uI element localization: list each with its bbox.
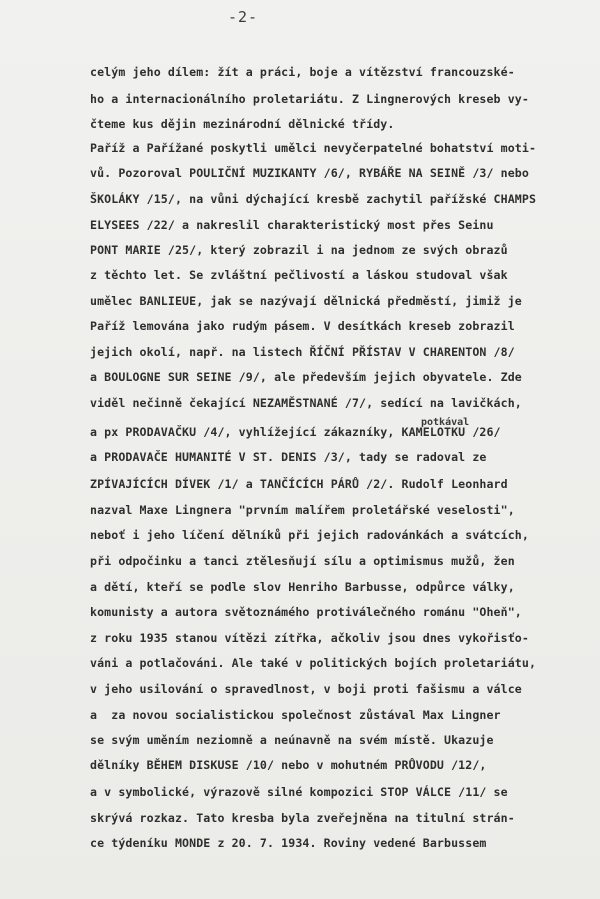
text-line: z těchto let. Se zvláštní pečlivostí a láskou studoval však [90, 268, 508, 282]
text-line: ŠKOLÁKY /15/, na vůni dýchající kresbě zachytil pařížské CHAMPS [90, 192, 537, 206]
text-line: neboť i jeho líčení dělníků při jejich radovánkách a svátcích, [90, 528, 529, 542]
text-line: ho a internacionálního proletariátu. Z Lingnerových kreseb vy- [90, 92, 529, 106]
text-line: z roku 1935 stanou vítězi zítřka, ačkoliv jsou dnes vykořisťo- [90, 631, 529, 645]
text-line: se svým uměním neziomně a neúnavně na svém místě. Ukazuje [90, 733, 494, 747]
text-line: ELYSEES /22/ a nakreslil charakteristický most přes Seinu [90, 218, 494, 232]
page-number: -2- [228, 8, 259, 26]
text-line: viděl nečinně čekající NEZAMĚSTNANÉ /7/, sedící na lavičkách, [90, 396, 522, 410]
text-line: vů. Pozoroval POULIČNÍ MUZIKANTY /6/, RYBÁŘE NA SEINĚ /3/ nebo [90, 166, 529, 180]
text-line: Paříž lemována jako rudým pásem. V desítkách kreseb zobrazil [90, 319, 515, 333]
text-line: v jeho usilování o spravedlnost, v boji proti fašismu a válce [90, 682, 522, 696]
text-line: a za novou socialistickou společnost zůstával Max Lingner [90, 708, 501, 722]
text-line: ZPÍVAJÍCÍCH DÍVEK /1/ a TANČÍCÍCH PÁRŮ /2/. Rudolf Leonhard [90, 477, 508, 491]
text-line: a BOULOGNE SUR SEINE /9/, ale především jejich obyvatele. Zde [90, 370, 522, 384]
text-line: čteme kus dějin mezinárodní dělnické třídy. [90, 117, 395, 131]
text-line: skrývá rozkaz. Tato kresba byla zveřejněna na titulní strán- [90, 811, 515, 825]
interlinear-note: potkával [421, 417, 470, 428]
text-line: umělec BANLIEUE, jak se nazývají dělnická předměstí, jimiž je [90, 294, 522, 308]
text-line: celým jeho dílem: žít a práci, boje a vítězství francouzské- [90, 65, 515, 79]
text-line: jejich okolí, např. na listech ŘÍČNÍ PŘÍSTAV V CHARENTON /8/ [90, 345, 515, 359]
text-line: PONT MARIE /25/, který zobrazil i na jednom ze svých obrazů [90, 243, 508, 257]
text-line: komunisty a autora světoznámého protiválečného románu "Oheň", [90, 605, 522, 619]
text-line: při odpočinku a tanci ztělesňují sílu a optimismus mužů, žen [90, 554, 515, 568]
text-line: a dětí, kteří se podle slov Henriho Barbusse, odpůrce války, [90, 580, 515, 594]
text-line: Paříž a Pařížané poskytli umělci nevyčerpatelné bohatství moti- [90, 141, 537, 155]
text-line: nazval Maxe Lingnera "prvním malířem proletářské veselosti", [90, 503, 515, 517]
text-line: a PRODAVAČE HUMANITÉ V ST. DENIS /3/, tady se radoval ze [90, 450, 487, 464]
text-line: ce týdeníku MONDE z 20. 7. 1934. Roviny vedené Barbussem [90, 836, 487, 850]
text-line: váni a potlačováni. Ale také v politických bojích proletariátu, [90, 656, 537, 670]
text-line: a v symbolické, výrazově silné kompozici STOP VÁLCE /11/ se [90, 785, 508, 799]
text-line: dělníky BĚHEM DISKUSE /10/ nebo v mohutném PRŮVODU /12/, [90, 758, 487, 772]
text-line: a px PRODAVAČKU /4/, vyhlížející zákazníky, KAMELOTKU /26/ [90, 425, 501, 439]
